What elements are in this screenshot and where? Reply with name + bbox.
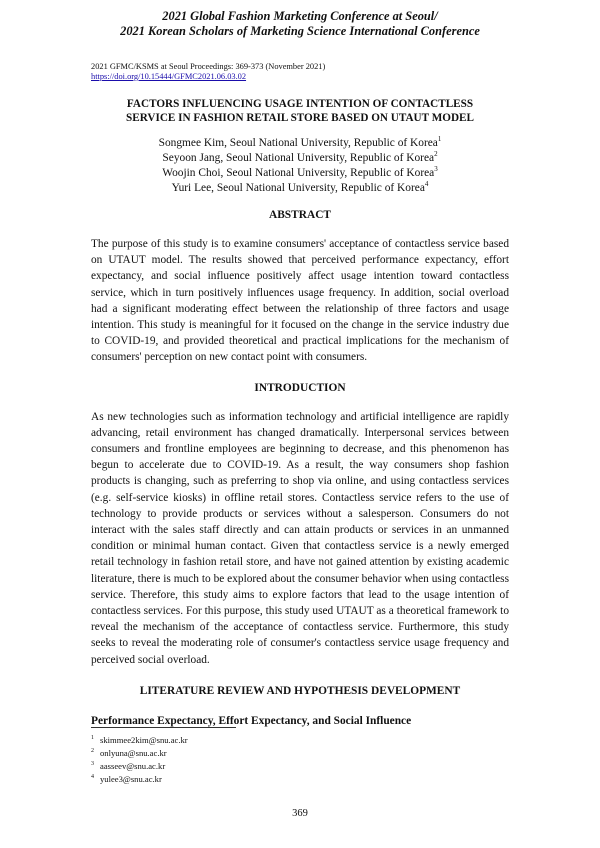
paper-title-line-2: SERVICE IN FASHION RETAIL STORE BASED ON UTAUT MODEL bbox=[126, 112, 474, 124]
footnote-number: 1 bbox=[91, 735, 94, 741]
abstract-heading: ABSTRACT bbox=[268, 209, 332, 221]
author-affiliation: Songmee Kim, Seoul National University, Republic of Korea bbox=[158, 137, 438, 149]
abstract-text: The purpose of this study is to examine consumers' acceptance of contactless service based on UTAUT model. The results showed that perceived performance expectancy, effort expectancy, and social influence positively affect usage intention toward contactless service, which in turn positively influences usage frequency. In addition, social overload had a significant moderating effect between the relationship of three factors and usage intention. This study is meaningful for it focused on the change in the service industry due to COVID-19, and provided theoretical and practical implications for the mechanism of consumers' perception on new contact point with consumers. bbox=[91, 238, 509, 364]
page-number: 369 bbox=[292, 808, 308, 819]
doi-link[interactable]: https://doi.org/10.15444/GFMC2021.06.03.02 bbox=[91, 72, 247, 81]
paper-title bbox=[91, 97, 509, 125]
footnote-marker: 3 bbox=[434, 165, 438, 174]
paper-title-line-1: FACTORS INFLUENCING USAGE INTENTION OF CONTACTLESS bbox=[126, 98, 474, 110]
proceedings-info bbox=[91, 62, 509, 82]
author-affiliation: Woojin Choi, Seoul National University, Republic of Korea bbox=[162, 167, 435, 179]
introduction-heading: INTRODUCTION bbox=[254, 381, 346, 394]
author-line bbox=[91, 166, 509, 181]
literature-review-heading: LITERATURE REVIEW AND HYPOTHESIS DEVELOPMENT bbox=[139, 684, 461, 697]
footnote-email: onlyuna@snu.ac.kr bbox=[100, 747, 167, 758]
subsection-heading: Performance Expectancy, Effort Expectancy, and Social Influence bbox=[91, 714, 412, 727]
footnote-marker: 1 bbox=[437, 135, 442, 144]
footnotes bbox=[91, 733, 188, 784]
footnote-number: 2 bbox=[91, 747, 94, 754]
conference-header-line-1: 2021 Global Fashion Marketing Conference at Seoul/ bbox=[162, 9, 438, 23]
footnote-item bbox=[91, 759, 188, 772]
footnote-item bbox=[91, 746, 188, 759]
footnote-email: skimmee2kim@snu.ac.kr bbox=[100, 734, 188, 745]
footnote-email: yulee3@snu.ac.kr bbox=[100, 773, 162, 784]
footnote-number: 4 bbox=[91, 773, 94, 780]
proceedings-citation: 2021 GFMC/KSMS at Seoul Proceedings: 369-373 (November 2021) bbox=[91, 62, 326, 71]
author-line bbox=[91, 181, 509, 196]
footnote-item bbox=[91, 772, 188, 785]
author-affiliation: Yuri Lee, Seoul National University, Republic of Korea bbox=[171, 182, 425, 194]
footnote-divider bbox=[91, 727, 236, 728]
conference-header bbox=[71, 0, 529, 39]
author-affiliation: Seyoon Jang, Seoul National University, Republic of Korea bbox=[162, 152, 435, 164]
footnote-number: 3 bbox=[91, 760, 94, 767]
footnote-marker: 4 bbox=[424, 180, 429, 189]
footnote-item bbox=[91, 733, 188, 746]
conference-header-line-2: 2021 Korean Scholars of Marketing Science International Conference bbox=[120, 24, 480, 38]
introduction-text: As new technologies such as information technology and artificial intelligence are rapidly advancing, retail environment has changed dramatically. Interpersonal services between consumers and frontline employees are beginning to decrease, and this phenomenon has begun to accelerate due to COVID-19. As a result, the way consumers shop fashion products is changing, such as preferring to shop via online, and using contactless services (e.g. self-service kiosks) in offline retail stores. Contactless service refers to the use of technology to provide products or services without a salesperson. Consumers do not interact with the sales staff directly and can attain products or services in an unmanned condition or minimal human contact. Given that contactless service is a newly emerged retail technology in fashion retail store, and have not gained attention by existing academic literature, there is much to be explored about the consumer behavior when using contactless service. Therefore, this study aims to explore factors that lead to the usage intention of contactless services. For this purpose, this study used UTAUT as a theoretical framework to reveal the mechanism of the acceptance of contactless service. Furthermore, this study seeks to reveal the moderating role of consumer's contactless service usage frequency and perceived social overload. bbox=[91, 410, 509, 666]
author-list bbox=[91, 136, 509, 196]
author-line bbox=[91, 151, 509, 166]
footnote-marker: 2 bbox=[434, 150, 438, 159]
footnote-email: aasseev@snu.ac.kr bbox=[100, 760, 166, 771]
author-line bbox=[91, 136, 509, 151]
